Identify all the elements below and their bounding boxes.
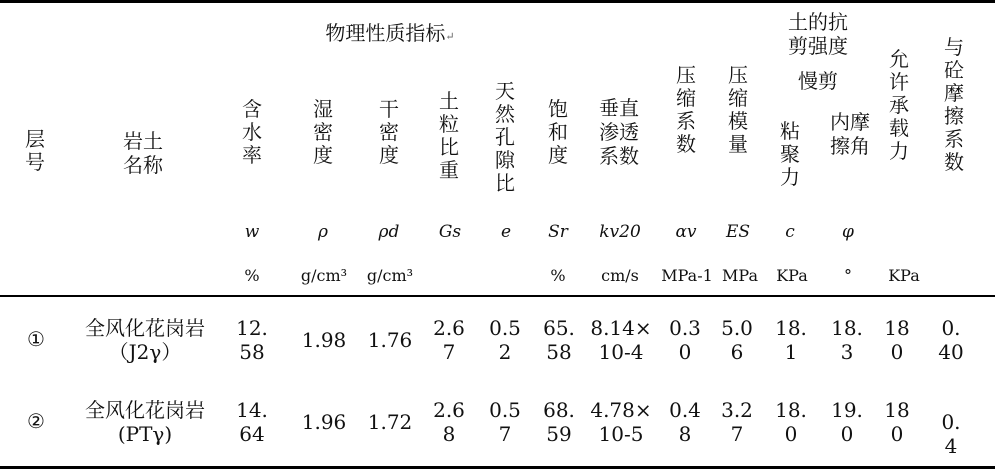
row2-layer-number: ② (27, 409, 45, 433)
row2-permeability: 4.78×10-5 (590, 398, 652, 446)
row2-cohesion: 18.0 (775, 398, 807, 446)
row2-concrete-friction: 0.4 (941, 410, 961, 458)
row1-void-ratio: 0.52 (489, 316, 521, 364)
row1-friction-angle: 18.3 (831, 316, 863, 364)
unit-cohesion: KPa (776, 266, 808, 285)
col-name-allowable-bearing: 允许承载力 (889, 47, 909, 163)
physical-properties-title: 物理性质指标↵ (325, 21, 455, 45)
row2-water-content: 14.64 (236, 398, 268, 446)
row2-compression-coefficient: 0.48 (669, 398, 701, 446)
symbol-gs: Gs (438, 222, 462, 242)
unit-saturation: % (550, 266, 566, 285)
row2-friction-angle: 19.0 (831, 398, 863, 446)
row1-dry-density: 1.76 (367, 328, 413, 352)
symbol-e: e (500, 222, 512, 242)
col-name-wet-density: 湿密度 (313, 97, 333, 167)
unit-compression-coefficient: MPa-1 (661, 266, 713, 285)
shear-strength-title: 土的抗剪强度 (788, 10, 848, 58)
symbol-w: w (244, 222, 260, 242)
col-name-friction-angle: 内摩擦角 (830, 110, 870, 158)
symbol-kv20: kv20 (599, 222, 641, 242)
unit-water-content: % (244, 266, 260, 285)
symbol-rho: ρ (318, 222, 328, 242)
row2-soil-name: 全风化花岗岩(PTγ) (85, 398, 205, 446)
unit-dry-density: g/cm³ (366, 266, 414, 285)
col-name-dry-density: 干密度 (379, 97, 399, 167)
col-name-compression-modulus: 压缩模量 (728, 63, 748, 156)
row2-specific-gravity: 2.68 (433, 398, 465, 446)
symbol-sr: Sr (548, 222, 568, 242)
row1-layer-number: ① (27, 327, 45, 351)
row1-allowable-bearing: 180 (884, 316, 910, 364)
unit-allowable-bearing: KPa (888, 266, 920, 285)
row1-compression-modulus: 5.06 (721, 316, 753, 364)
symbol-alpha-v: αv (675, 222, 697, 242)
layer-number-header: 层号 (25, 127, 45, 174)
row1-wet-density: 1.98 (301, 328, 347, 352)
row1-water-content: 12.58 (236, 316, 268, 364)
row1-concrete-friction: 0.40 (938, 316, 964, 364)
col-name-void-ratio: 天然孔隙比 (495, 79, 515, 195)
unit-permeability: cm/s (601, 266, 639, 285)
unit-friction-angle: ° (844, 266, 852, 285)
header-divider-rule (0, 295, 995, 297)
row1-soil-name: 全风化花岗岩（J2γ） (85, 316, 205, 364)
table-top-rule (0, 0, 995, 3)
row2-wet-density: 1.96 (301, 410, 347, 434)
symbol-c: c (785, 222, 795, 242)
unit-wet-density: g/cm³ (300, 266, 348, 285)
row1-specific-gravity: 2.67 (433, 316, 465, 364)
row1-saturation: 65.58 (543, 316, 575, 364)
unit-compression-modulus: MPa (722, 266, 758, 285)
col-name-permeability: 垂直渗透系数 (599, 96, 639, 168)
symbol-es: ES (725, 222, 751, 242)
row2-dry-density: 1.72 (367, 410, 413, 434)
symbol-rho-d: ρd (378, 222, 400, 242)
col-name-water-content: 含水率 (242, 97, 262, 167)
row2-compression-modulus: 3.27 (721, 398, 753, 446)
table-bottom-rule (0, 466, 995, 469)
slow-shear-label: 慢剪 (798, 69, 838, 93)
col-name-compression-coefficient: 压缩系数 (676, 63, 696, 156)
col-name-saturation: 饱和度 (548, 97, 568, 167)
row2-allowable-bearing: 180 (884, 398, 910, 446)
row1-permeability: 8.14×10-4 (590, 316, 652, 364)
col-name-cohesion: 粘聚力 (780, 119, 800, 189)
symbol-phi: φ (842, 222, 854, 242)
soil-name-header-line2: 名称 (123, 153, 163, 177)
col-name-specific-gravity: 土粒比重 (439, 89, 459, 182)
col-name-concrete-friction: 与砼摩擦系数 (944, 35, 964, 174)
row2-saturation: 68.59 (543, 398, 575, 446)
soil-name-header-line1: 岩土 (123, 129, 163, 153)
row1-cohesion: 18.1 (775, 316, 807, 364)
row2-void-ratio: 0.57 (489, 398, 521, 446)
row1-compression-coefficient: 0.30 (669, 316, 701, 364)
